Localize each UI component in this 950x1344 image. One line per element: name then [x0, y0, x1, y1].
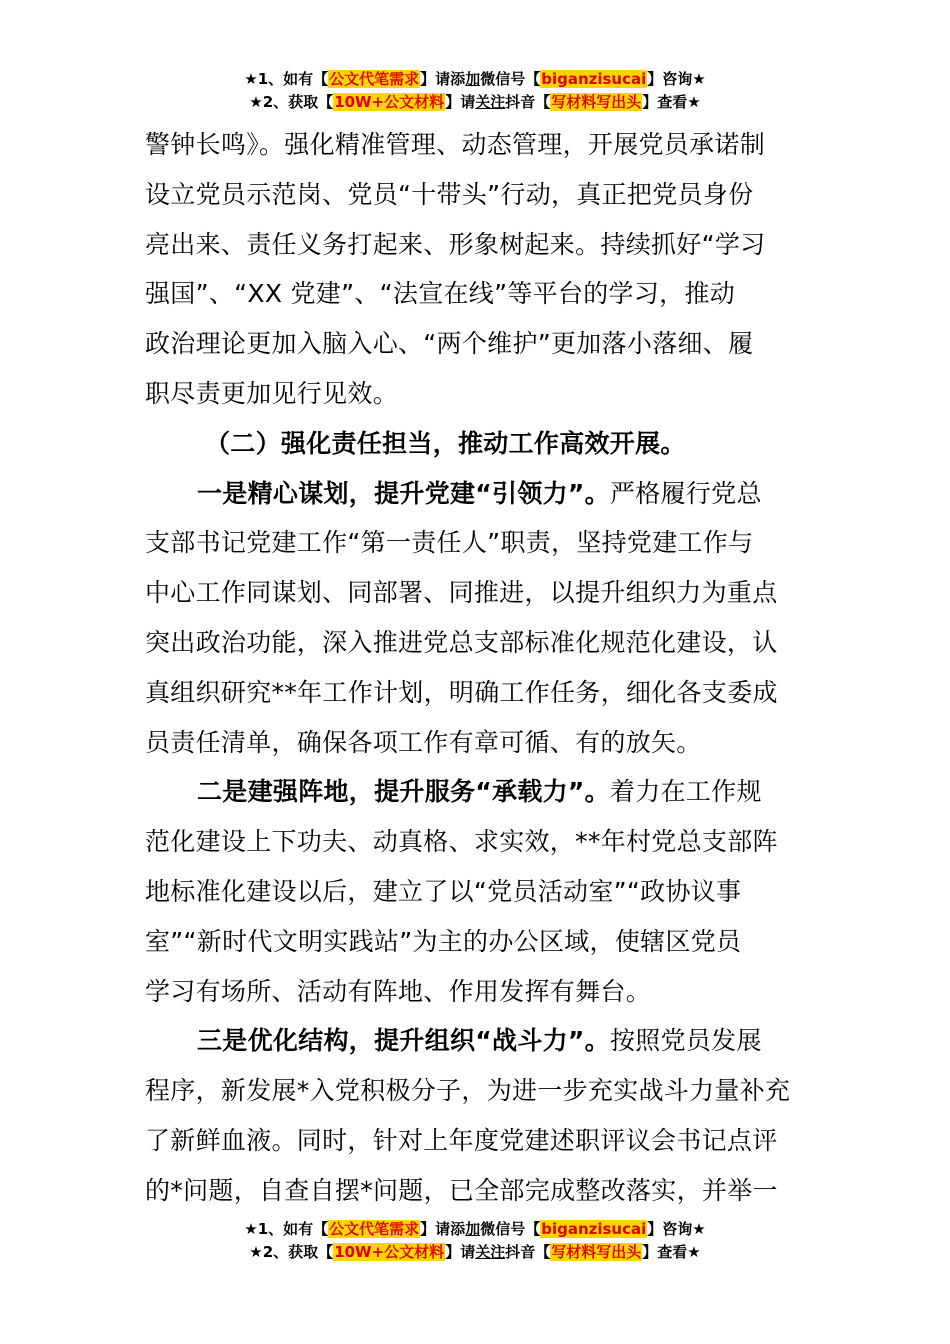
- text-line: 政治理论更加入脑入心、“两个维护”更加落小落细、履: [145, 329, 754, 359]
- section-heading: （二）强化责任担当，推动工作高效开展。: [205, 428, 686, 458]
- paragraph-1: [145, 120, 807, 419]
- text-line: 一是精心谋划，提升党建“引领力”。严格履行党总: [197, 478, 762, 508]
- text-line: 程序，新发展*入党积极分子，为进一步充实战斗力量补充: [145, 1076, 791, 1106]
- text-line: 员责任清单，确保各项工作有章可循、有的放矢。: [145, 727, 702, 757]
- paragraph-lead: 三是优化结构，提升组织“战斗力”。: [197, 1026, 610, 1056]
- text-line: 突出政治功能，深入推进党总支部标准化规范化建设，认: [145, 627, 778, 657]
- star-icon: ★: [249, 93, 263, 111]
- paragraph-3: [145, 767, 807, 1016]
- text-line: 三是优化结构，提升组织“战斗力”。按照党员发展: [197, 1026, 762, 1056]
- text-line: 的*问题，自查自摆*问题，已全部完成整改落实，并举一: [145, 1175, 778, 1205]
- star-icon: ★: [244, 1220, 258, 1238]
- highlight-wechat-id: biganzisucai: [541, 1220, 647, 1238]
- text-line: 学习有场所、活动有阵地、作用发挥有舞台。: [145, 976, 652, 1006]
- text-line: 支部书记党建工作“第一责任人”职责，坚持党建工作与: [145, 528, 754, 558]
- star-icon: ★: [244, 70, 258, 88]
- highlight-wechat-id: biganzisucai: [541, 70, 647, 88]
- header-promo-banner: [0, 68, 950, 114]
- text-line: 真组织研究**年工作计划，明确工作任务，细化各支委成: [145, 677, 778, 707]
- text-line: 中心工作同谋划、同部署、同推进，以提升组织力为重点: [145, 578, 778, 608]
- paragraph-lead: 一是精心谋划，提升党建“引领力”。: [197, 478, 610, 508]
- footer-promo-banner: [0, 1218, 950, 1264]
- text-line: 室”“新时代文明实践站”为主的办公区域，使辖区党员: [145, 926, 742, 956]
- star-icon: ★: [249, 1243, 263, 1261]
- highlight-service: 公文代笔需求: [329, 1220, 420, 1238]
- text-line: 设立党员示范岗、党员“十带头”行动，真正把党员身份: [145, 179, 754, 209]
- highlight-materials: 10W+公文材料: [334, 1243, 445, 1261]
- highlight-service: 公文代笔需求: [329, 70, 420, 88]
- promo-line-2: ★2、获取【10W+公文材料】请关注抖音【写材料写出头】查看★: [249, 93, 701, 111]
- text-line: 强国”、“XX 党建”、“法宣在线”等平台的学习，推动: [145, 279, 736, 309]
- promo-line-1: ★1、如有【公文代笔需求】请添加微信号【biganzisucai】咨询★: [244, 70, 706, 88]
- paragraph-lead: 二是建强阵地，提升服务“承载力”。: [197, 777, 610, 807]
- text-line: 地标准化建设以后，建立了以“党员活动室”“政协议事: [145, 876, 742, 906]
- highlight-douyin: 写材料写出头: [551, 1243, 642, 1261]
- text-line: 二是建强阵地，提升服务“承载力”。着力在工作规: [197, 777, 762, 807]
- paragraph-4: [145, 1016, 807, 1215]
- text-line: 警钟长鸣》。强化精准管理、动态管理，开展党员承诺制: [145, 130, 766, 159]
- text-line: 范化建设上下功夫、动真格、求实效，**年村党总支部阵: [145, 827, 778, 857]
- promo-line-2: ★2、获取【10W+公文材料】请关注抖音【写材料写出头】查看★: [249, 1243, 701, 1261]
- text-line: 职尽责更加见行见效。: [145, 378, 399, 408]
- paragraph-2: [145, 469, 807, 768]
- highlight-douyin: 写材料写出头: [551, 93, 642, 111]
- document-body: [145, 120, 807, 1216]
- text-line: 亮出来、责任义务打起来、形象树起来。持续抓好“学习: [145, 229, 766, 259]
- text-line: 了新鲜血液。同时，针对上年度党建述职评议会书记点评: [145, 1125, 778, 1155]
- promo-line-1: ★1、如有【公文代笔需求】请添加微信号【biganzisucai】咨询★: [244, 1220, 706, 1238]
- highlight-materials: 10W+公文材料: [334, 93, 445, 111]
